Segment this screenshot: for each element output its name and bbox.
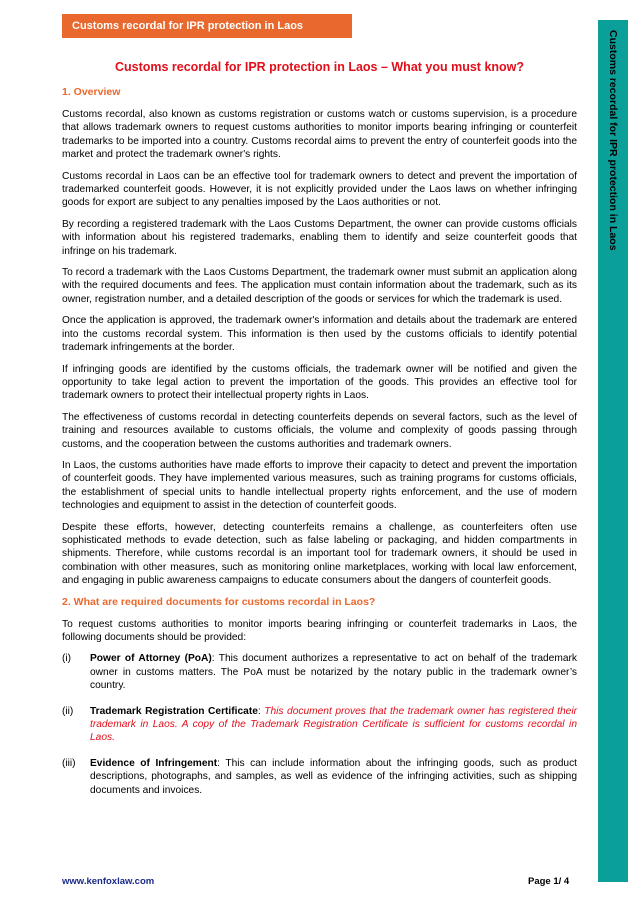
page-number: Page 1/ 4	[528, 876, 570, 887]
paragraph: By recording a registered trademark with the Laos Customs Department, the owner can provide customs officials with information about his registered trademarks, enabling them to identify and seize counterfeit goods that infringe on his trademark.	[62, 218, 577, 257]
list-item	[62, 652, 577, 692]
list-separator: :	[211, 653, 219, 665]
paragraph: Once the application is approved, the trademark owner's information and details about the trademark are entered into the customs recordal system. This information is then used by the customs officials to identify potential trademark infringements at the border.	[62, 315, 577, 354]
top-banner: Customs recordal for IPR protection in Laos	[62, 14, 352, 38]
list-separator: :	[257, 705, 265, 717]
paragraph: Customs recordal, also known as customs registration or customs watch or customs supervision, is a procedure that allows trademark owners to request customs authorities to monitor imports bearing infringing or counterfeit trademarks to be imported into a country. Customs recordal aims to prevent the entry of counterfeit goods into the market and protect the trademark owner's rights.	[62, 109, 577, 161]
paragraph: Despite these efforts, however, detecting counterfeits remains a challenge, as counterfeiters often use sophisticated methods to evade detection, such as false labeling or packaging, and hidden compartments in shipments. Therefore, while customs recordal is an important tool for trademark owners, it should be used in combination with other measures, such as monitoring online marketplaces, working with local law enforcement, and engaging in public awareness campaigns to educate consumers about the dangers of counterfeit goods.	[62, 521, 577, 587]
list-number: (ii)	[62, 705, 74, 717]
list-body	[90, 705, 577, 745]
list-body	[90, 652, 577, 692]
section2-intro: To request customs authorities to monitor imports bearing infringing or counterfeit trademarks in Laos, the following documents should be provided:	[62, 618, 577, 643]
list-text: This document authorizes a representative to act on behalf of the trademark owner in customs matters. The PoA must be notarized by the notary public in the trademark owner’s country.	[90, 653, 577, 692]
footer-website-link[interactable]: www.kenfoxlaw.com	[62, 876, 155, 887]
list-number: (i)	[62, 653, 72, 665]
paragraph: Customs recordal in Laos can be an effective tool for trademark owners to detect and prevent the importation of trademarked counterfeit goods. However, it is not explicitly provided under the Laos laws on whether infringing goods for export are subject to any penalties imposed by the Laos authorities or not.	[62, 170, 577, 209]
paragraph: In Laos, the customs authorities have made efforts to improve their capacity to detect and prevent the importation of counterfeit goods. They have implemented various measures, such as training programs for customs officials, the establishment of special units to handle intellectual property rights enforcement, and the use of modern technologies and equipment to assist in the detection of counterfeit goods.	[62, 459, 577, 512]
list-label: Trademark Registration Certificate	[90, 705, 258, 717]
list-text: This document proves that the trademark owner has registered their trademark in Laos. A copy of the Trademark Registration Certificate is sufficient for customs recordal in Laos.	[90, 705, 577, 744]
list-separator: :	[217, 757, 226, 769]
side-title: Customs recordal for IPR protection in Laos	[607, 30, 619, 251]
section2-heading: 2. What are required documents for customs recordal in Laos?	[62, 595, 376, 608]
list-body	[90, 757, 577, 797]
list-item	[62, 757, 577, 797]
list-item	[62, 705, 577, 745]
paragraph: If infringing goods are identified by the customs officials, the trademark owner will be notified and given the opportunity to take legal action to prevent the importation of the goods. This provides an effective tool for trademark owners to protect their intellectual property rights in Laos.	[62, 363, 577, 402]
list-text: This can include information about the infringing goods, such as product descriptions, photographs, and samples, as well as evidence of the infringing activities, such as shipping documents and invoices.	[90, 757, 578, 796]
list-number: (iii)	[62, 757, 76, 769]
section1-heading: 1. Overview	[62, 86, 121, 98]
document-title: Customs recordal for IPR protection in Laos – What you must know?	[114, 60, 525, 74]
paragraph: The effectiveness of customs recordal in detecting counterfeits depends on several factors, such as the level of training and resources available to customs officials, the volume and complexity of goods passing through customs, and the cooperation between the customs authorities and trademark owners.	[62, 411, 577, 450]
document-body	[62, 56, 577, 809]
list-label: Power of Attorney (PoA)	[90, 653, 212, 665]
paragraph: To record a trademark with the Laos Customs Department, the trademark owner must submit an application along with the required documents and fees. The application must contain information about the trademark, such as its owner, registration number, and a detailed description of the goods or services for which the trademark is used.	[62, 267, 577, 305]
list-label: Evidence of Infringement	[90, 757, 218, 769]
